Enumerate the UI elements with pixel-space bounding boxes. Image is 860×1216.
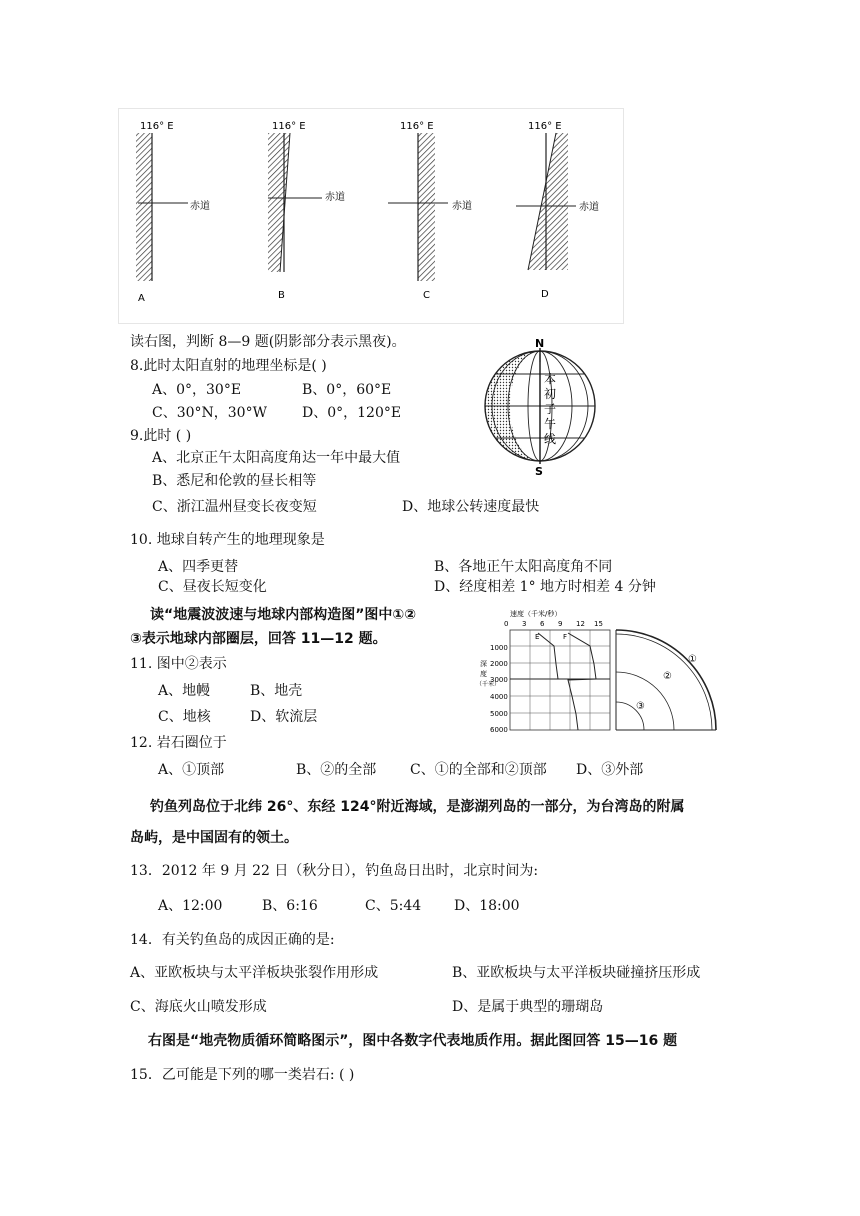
panel-c-equator-label: 赤道 [452, 201, 472, 212]
globe-figure [478, 336, 608, 478]
q14-option-a: A、亚欧板块与太平洋板块张裂作用形成 [130, 965, 379, 981]
q15-16-intro: 右图是“地壳物质循环简略图示”，图中各数字代表地质作用。据此图回答 15—16 题 [148, 1033, 678, 1049]
layer-1-label: ① [688, 654, 697, 665]
panel-a-equator-label: 赤道 [190, 201, 210, 212]
panel-d-lon-label: 116° E [528, 121, 562, 132]
q14-stem: 14．有关钓鱼岛的成因正确的是: [130, 932, 335, 948]
q14-option-b: B、亚欧板块与太平洋板块碰撞挤压形成 [452, 965, 701, 981]
panel-b [268, 121, 345, 301]
q14-option-c: C、海底火山喷发形成 [130, 999, 267, 1015]
q11-option-c: C、地核 [158, 709, 211, 725]
q8-option-a: A、0°，30°E [152, 382, 242, 398]
q11-option-a: A、地幔 [158, 683, 211, 699]
speed-axis-label: 速度（千米/秒） [510, 610, 562, 618]
q9-option-a: A、北京正午太阳高度角达一年中最大值 [152, 450, 401, 466]
q14-option-d: D、是属于典型的珊瑚岛 [452, 999, 604, 1015]
q10-option-c: C、昼夜长短变化 [158, 579, 267, 595]
wave-f-label: F [563, 633, 568, 641]
q11-option-d: D、软流层 [250, 709, 318, 725]
depth-axis-char-1: 深 [480, 660, 487, 668]
panel-c-lon-label: 116° E [400, 121, 434, 132]
q13-option-c: C、5:44 [365, 898, 422, 914]
q11-12-intro-line1: 读“地震波波速与地球内部构造图”图中①② [150, 607, 417, 623]
q8-option-c: C、30°N，30°W [152, 405, 267, 421]
q10-option-b: B、各地正午太阳高度角不同 [434, 559, 613, 575]
panel-a-lon-label: 116° E [140, 121, 174, 132]
q9-option-b: B、悉尼和伦敦的昼长相等 [152, 473, 317, 489]
q11-option-b: B、地壳 [250, 683, 303, 699]
depth-tick-6000: 6000 [490, 726, 508, 734]
panel-b-equator-label: 赤道 [325, 192, 345, 203]
q10-option-a: A、四季更替 [158, 559, 239, 575]
q8-stem: 8.此时太阳直射的地理坐标是( ) [130, 358, 327, 374]
layer-3-label: ③ [636, 701, 645, 712]
meridian-char-2: 初 [544, 387, 557, 401]
panel-b-night-shading [268, 133, 290, 272]
wave-e-curve [538, 633, 558, 679]
globe-south-label: S [535, 465, 543, 478]
meridian-char-1: 本 [544, 372, 557, 386]
q8-9-intro: 读右图，判断 8—9 题(阴影部分表示黑夜)。 [130, 334, 406, 350]
speed-tick-0: 0 [504, 620, 509, 628]
q10-option-d: D、经度相差 1° 地方时相差 4 分钟 [434, 579, 656, 595]
depth-tick-3000: 3000 [490, 676, 508, 684]
globe-north-label: N [535, 337, 545, 350]
speed-tick-9: 9 [558, 620, 563, 628]
speed-tick-15: 15 [594, 620, 603, 628]
panel-b-lon-label: 116° E [272, 121, 306, 132]
panel-a-night-shading [136, 133, 152, 281]
panel-d-equator-label: 赤道 [579, 202, 599, 213]
panel-d-night-shading [528, 133, 568, 270]
q11-12-intro-line2: ③表示地球内部圈层，回答 11—12 题。 [130, 631, 387, 647]
diaoyu-intro-line1: 钓鱼列岛位于北纬 26°、东经 124°附近海域，是澎湖列岛的一部分，为台湾岛的附属 [150, 799, 685, 815]
panel-c-night-shading [418, 133, 435, 281]
q13-option-b: B、6:16 [262, 898, 318, 914]
panel-d [516, 121, 599, 300]
panel-c [388, 121, 472, 301]
q8-option-d: D、0°，120°E [302, 405, 402, 421]
q15-stem: 15．乙可能是下列的哪一类岩石: ( ) [130, 1067, 355, 1083]
diaoyu-intro-line2: 岛屿，是中国固有的领土。 [130, 830, 298, 846]
globe-svg [478, 336, 608, 478]
q12-option-c: C、①的全部和②顶部 [410, 762, 547, 778]
q9-option-c: C、浙江温州昼变长夜变短 [152, 499, 317, 515]
depth-axis-char-2: 度 [480, 670, 487, 678]
depth-tick-4000: 4000 [490, 693, 508, 701]
meridian-char-5: 线 [544, 432, 557, 446]
q13-option-d: D、18:00 [454, 898, 520, 914]
day-night-figure-svg [118, 108, 624, 324]
q10-stem: 10. 地球自转产生的地理现象是 [130, 532, 325, 548]
panel-a [136, 121, 210, 304]
seismic-grid-frame [510, 630, 610, 730]
q9-option-d: D、地球公转速度最快 [402, 499, 540, 515]
panel-a-letter: A [138, 293, 145, 304]
q13-option-a: A、12:00 [158, 898, 223, 914]
depth-tick-5000: 5000 [490, 710, 508, 718]
speed-tick-12: 12 [576, 620, 585, 628]
wave-e-label: E [535, 633, 540, 641]
q12-stem: 12. 岩石圈位于 [130, 735, 227, 751]
meridian-char-4: 午 [544, 417, 557, 431]
depth-tick-2000: 2000 [490, 660, 508, 668]
day-night-figure-abcd [118, 108, 624, 324]
panel-c-letter: C [423, 290, 430, 301]
q12-option-d: D、③外部 [576, 762, 644, 778]
q11-stem: 11. 图中②表示 [130, 656, 227, 672]
speed-tick-3: 3 [522, 620, 527, 628]
meridian-char-3: 子 [544, 402, 557, 416]
seismic-svg [476, 606, 722, 736]
panel-d-letter: D [541, 289, 549, 300]
speed-tick-6: 6 [540, 620, 545, 628]
wave-f-curve [568, 633, 596, 730]
q9-stem: 9.此时 ( ) [130, 428, 192, 444]
q13-stem: 13．2012 年 9 月 22 日（秋分日），钓鱼岛日出时，北京时间为: [130, 863, 539, 879]
panel-b-letter: B [278, 290, 285, 301]
layer-2-label: ② [663, 671, 672, 682]
depth-axis-unit: （千米） [476, 681, 501, 688]
q12-option-a: A、①顶部 [158, 762, 225, 778]
seismic-figure [476, 606, 722, 736]
q12-option-b: B、②的全部 [296, 762, 377, 778]
q8-option-b: B、0°，60°E [302, 382, 392, 398]
depth-tick-1000: 1000 [490, 644, 508, 652]
